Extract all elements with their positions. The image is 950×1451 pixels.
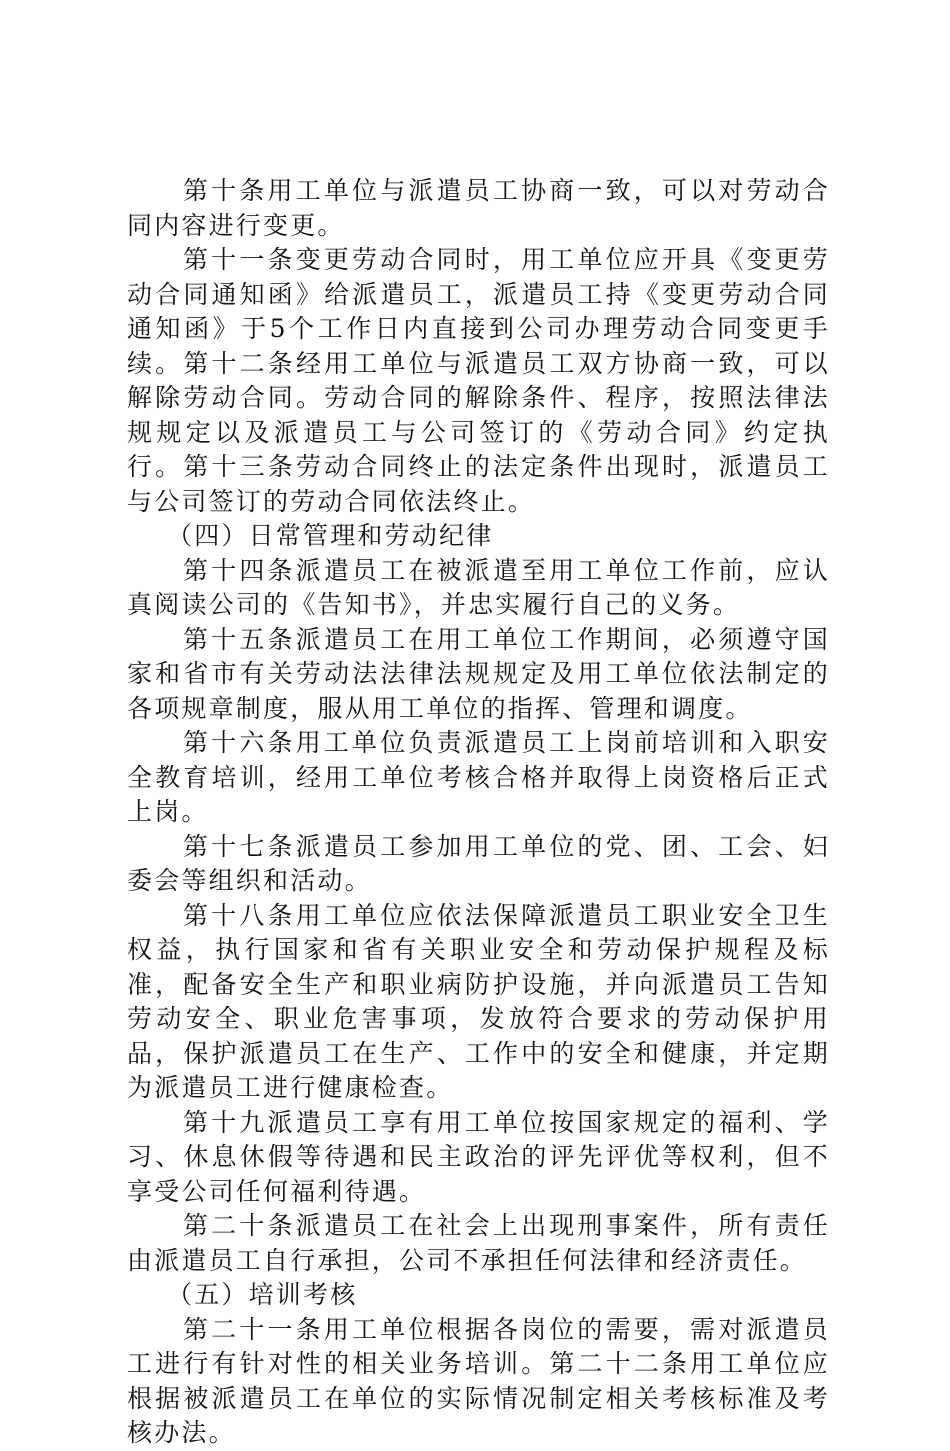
- article-19: 第十九派遣员工享有用工单位按国家规定的福利、学习、休息休假等待遇和民主政治的评先评优等权利，但不享受公司任何福利待遇。: [127, 1107, 830, 1206]
- article-10: 第十条用工单位与派遣员工协商一致，可以对劳动合同内容进行变更。: [127, 176, 830, 240]
- article-21-22: 第二十一条用工单位根据各岗位的需要，需对派遣员工进行有针对性的相关业务培训。第二十二条用工单位应根据被派遣员工在单位的实际情况制定相关考核标准及考核办法。: [127, 1314, 830, 1447]
- article-20: 第二十条派遣员工在社会上出现刑事案件，所有责任由派遣员工自行承担，公司不承担任何法律和经济责任。: [127, 1211, 830, 1275]
- article-18: 第十八条用工单位应依法保障派遣员工职业安全卫生权益，执行国家和省有关职业安全和劳动保护规程及标准，配备安全生产和职业病防护设施，并向派遣员工告知劳动安全、职业危害事项，发放符合要求的劳动保护用品，保护派遣员工在生产、工作中的安全和健康，并定期为派遣员工进行健康检查。: [127, 900, 830, 1102]
- article-17: 第十七条派遣员工参加用工单位的党、团、工会、妇委会等组织和活动。: [127, 831, 830, 895]
- document-body: [127, 174, 830, 1451]
- section-heading-4: （四）日常管理和劳动纪律: [167, 521, 494, 550]
- article-14: 第十四条派遣员工在被派遣至用工单位工作前，应认真阅读公司的《告知书》，并忠实履行自己的义务。: [127, 555, 830, 619]
- article-11-13: 第十一条变更劳动合同时，用工单位应开具《变更劳动合同通知函》给派遣员工，派遣员工持《变更劳动合同通知函》于5个工作日内直接到公司办理劳动合同变更手续。第十二条经用工单位与派遣员工双方协商一致，可以解除劳动合同。劳动合同的解除条件、程序，按照法律法规规定以及派遣员工与公司签订的《劳动合同》约定执行。第十三条劳动合同终止的法定条件出现时，派遣员工与公司签订的劳动合同依法终止。: [127, 245, 830, 516]
- article-15: 第十五条派遣员工在用工单位工作期间，必须遵守国家和省市有关劳动法法律法规规定及用工单位依法制定的各项规章制度，服从用工单位的指挥、管理和调度。: [127, 624, 830, 723]
- article-16: 第十六条用工单位负责派遣员工上岗前培训和入职安全教育培训，经用工单位考核合格并取得上岗资格后正式上岗。: [127, 728, 830, 826]
- section-heading-5: （五）培训考核: [167, 1280, 358, 1309]
